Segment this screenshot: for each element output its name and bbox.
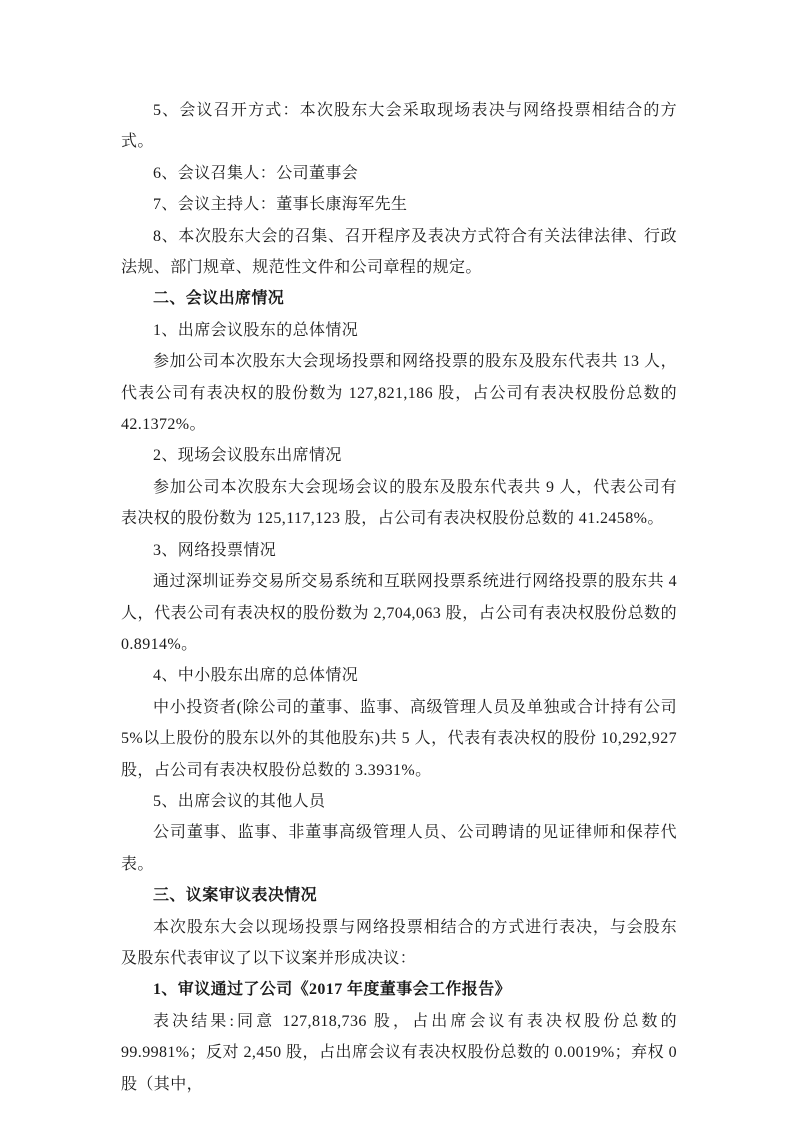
other-attendees-paragraph: 公司董事、监事、非董事高级管理人员、公司聘请的见证律师和保荐代表。 [121, 824, 677, 873]
minority-attendance-subheading: 4、中小股东出席的总体情况 [153, 667, 359, 685]
meeting-method-item: 5、会议召开方式：本次股东大会采取现场表决与网络投票相结合的方式。 [121, 102, 677, 151]
section-deliberation-heading: 三、议案审议表决情况 [153, 887, 318, 905]
onsite-attendance-subheading: 2、现场会议股东出席情况 [153, 447, 342, 465]
attendance-overall-subheading: 1、出席会议股东的总体情况 [153, 321, 359, 339]
online-voting-subheading: 3、网络投票情况 [153, 541, 277, 559]
document-body [121, 95, 677, 1100]
minority-attendance-paragraph: 中小投资者(除公司的董事、监事、高级管理人员及单独或合计持有公司 5%以上股份的股东以外的其他股东)共 5 人，代表有表决权的股份 10,292,927 股，占公司有表决权股份总数的 3.3931%。 [121, 698, 677, 779]
onsite-attendance-paragraph: 参加公司本次股东大会现场会议的股东及股东代表共 9 人，代表公司有表决权的股份数为 125,117,123 股，占公司有表决权股份总数的 41.2458%。 [121, 478, 677, 528]
section-attendance-heading: 二、会议出席情况 [153, 290, 285, 308]
attendance-overall-paragraph: 参加公司本次股东大会现场投票和网络投票的股东及股东代表共 13 人，代表公司有表决权的股份数为 127,821,186 股，占公司有表决权股份总数的 42.1372%。 [121, 353, 677, 434]
deliberation-intro-paragraph: 本次股东大会以现场投票与网络投票相结合的方式进行表决，与会股东及股东代表审议了以下议案并形成决议： [121, 918, 677, 967]
other-attendees-subheading: 5、出席会议的其他人员 [153, 792, 326, 810]
meeting-legality-item: 8、本次股东大会的召集、召开程序及表决方式符合有关法律法律、行政法规、部门规章、规范性文件和公司章程的规定。 [121, 227, 677, 277]
meeting-convener-item: 6、会议召集人：公司董事会 [153, 164, 359, 182]
online-voting-paragraph: 通过深圳证券交易所交易系统和互联网投票系统进行网络投票的股东共 4 人，代表公司有表决权的股份数为 2,704,063 股，占公司有表决权股份总数的 0.8914%。 [121, 573, 677, 653]
proposal-1-heading: 1、审议通过了公司《2017 年度董事会工作报告》 [153, 981, 512, 999]
proposal-1-result-paragraph: 表决结果:同意 127,818,736 股，占出席会议有表决权股份总数的 99.9981%；反对 2,450 股，占出席会议有表决权股份总数的 0.0019%；弃权 0 股（其中， [121, 1012, 677, 1093]
meeting-chair-item: 7、会议主持人：董事长康海军先生 [153, 196, 408, 214]
